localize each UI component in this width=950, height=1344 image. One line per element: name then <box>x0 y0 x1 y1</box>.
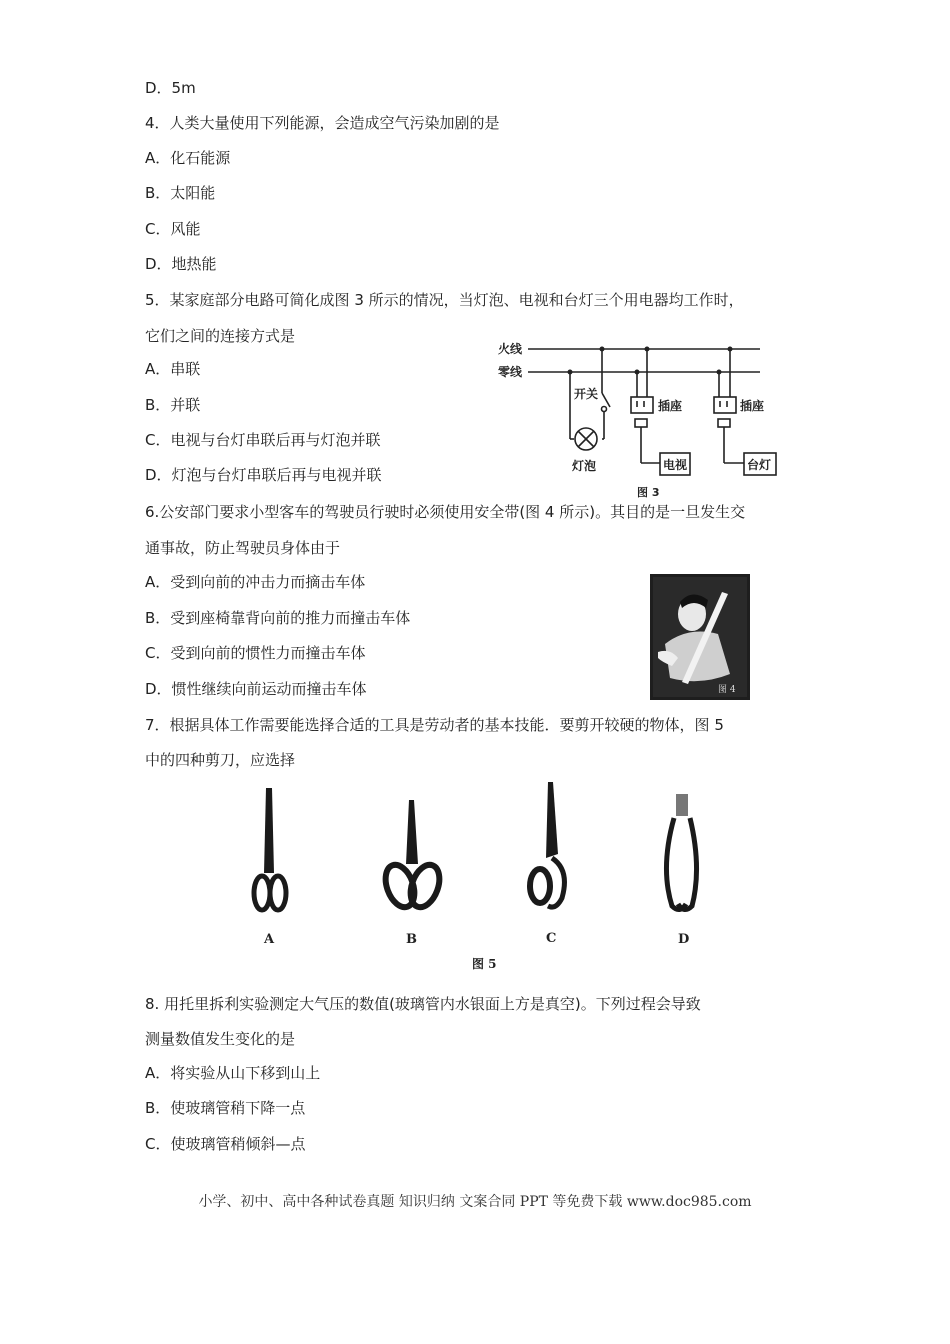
q4-option-a: A．化石能源 <box>145 149 231 167</box>
q5-stem-line1: 5．某家庭部分电路可简化成图 3 所示的情况，当灯泡、电视和台灯三个用电器均工作时， <box>145 291 744 309</box>
figure-4-seatbelt-photo <box>650 574 755 702</box>
q4-option-c: C．风能 <box>145 220 201 238</box>
scissors-b-label: B <box>406 932 417 947</box>
q4-option-b: B．太阳能 <box>145 184 216 202</box>
q5-option-d: D．灯泡与台灯串联后再与电视并联 <box>145 466 382 484</box>
scissors-c-icon <box>530 782 564 907</box>
switch-label: 开关 <box>574 387 599 401</box>
scissors-b-icon <box>380 800 444 911</box>
figure-5-caption: 图 5 <box>472 957 497 971</box>
q6-option-b: B．受到座椅靠背向前的推力而撞击车体 <box>145 609 411 627</box>
figure-3-caption: 图 3 <box>637 486 660 499</box>
q5-stem-line2: 它们之间的连接方式是 <box>145 327 296 345</box>
q7-stem-line1: 7．根据具体工作需要能选择合适的工具是劳动者的基本技能．要剪开较硬的物体，图 5 <box>145 716 724 734</box>
socket1-label: 插座 <box>658 399 683 413</box>
q6-option-a: A．受到向前的冲击力而摘击车体 <box>145 573 366 591</box>
figure-4-caption: 图 4 <box>718 685 736 695</box>
q5-option-b: B．并联 <box>145 396 201 414</box>
q6-stem-line2: 通事故，防止驾驶员身体由于 <box>145 539 341 557</box>
tv-label: 电视 <box>663 458 688 472</box>
socket2-box <box>714 397 736 413</box>
scissors-c-label: C <box>546 931 557 946</box>
q8-option-c: C．使玻璃管稍倾斜—点 <box>145 1135 306 1153</box>
q6-option-d: D．惯性继续向前运动而撞击车体 <box>145 680 367 698</box>
q6-stem-line1: 6.公安部门要求小型客车的驾驶员行驶时必须使用安全带(图 4 所示)。其目的是一旦发生交 <box>145 503 746 521</box>
q8-stem-line1: 8. 用托里拆利实验测定大气压的数值(玻璃管内水银面上方是真空)。下列过程会导致 <box>145 995 701 1013</box>
q8-stem-line2: 测量数值发生变化的是 <box>145 1030 296 1048</box>
socket2-label: 插座 <box>740 399 765 413</box>
scissors-d-label: D <box>678 932 690 947</box>
neutral-wire-label: 零线 <box>498 365 523 379</box>
q4-stem: 4．人类大量使用下列能源，会造成空气污染加剧的是 <box>145 114 500 132</box>
scissors-d-icon <box>666 794 696 910</box>
q7-stem-line2: 中的四种剪刀，应选择 <box>145 751 296 769</box>
figure-3-circuit <box>490 335 780 503</box>
q8-option-b: B．使玻璃管稍下降一点 <box>145 1099 306 1117</box>
scissors-a-icon <box>254 788 286 910</box>
lamp-label: 台灯 <box>747 458 772 472</box>
page-footer: 小学、初中、高中各种试卷真题 知识归纳 文案合同 PPT 等免费下载 www.doc985.com <box>198 1194 752 1210</box>
q5-option-c: C．电视与台灯串联后再与灯泡并联 <box>145 431 381 449</box>
q5-option-a: A．串联 <box>145 360 201 378</box>
figure-5-scissors <box>240 778 720 978</box>
q3-option-d: D．5m <box>145 79 196 97</box>
live-wire-label: 火线 <box>498 342 523 356</box>
q4-option-d: D．地热能 <box>145 255 217 273</box>
q8-option-a: A．将实验从山下移到山上 <box>145 1064 321 1082</box>
bulb-label: 灯泡 <box>572 459 597 473</box>
scissors-a-label: A <box>264 932 275 947</box>
q6-option-c: C．受到向前的惯性力而撞击车体 <box>145 644 366 662</box>
socket1-box <box>631 397 653 413</box>
